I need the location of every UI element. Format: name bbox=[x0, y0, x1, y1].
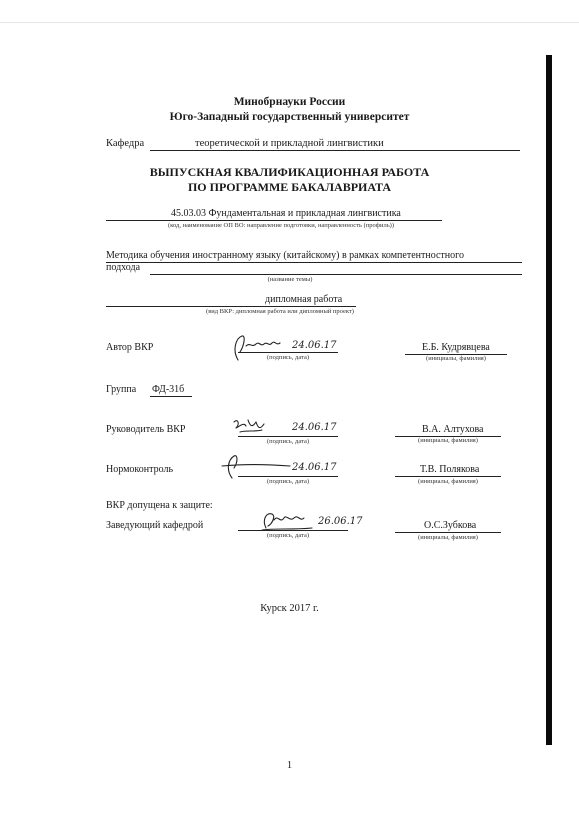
head-label: Заведующий кафедрой bbox=[106, 520, 204, 531]
author-sign-underline bbox=[238, 352, 338, 353]
scan-edge-right bbox=[546, 55, 552, 745]
university-name: Юго-Западный государственный университет bbox=[169, 111, 410, 123]
supervisor-sign-underline bbox=[238, 436, 338, 437]
head-sign-underline bbox=[238, 530, 348, 531]
normcontrol-label: Нормоконтроль bbox=[106, 464, 174, 475]
author-name-caption: (инициалы, фамилия) bbox=[426, 355, 486, 362]
supervisor-label: Руководитель ВКР bbox=[106, 424, 186, 435]
topic-caption: (название темы) bbox=[267, 276, 313, 283]
work-type-underline bbox=[106, 306, 356, 307]
program-underline bbox=[106, 220, 442, 221]
page-number: 1 bbox=[286, 760, 293, 771]
author-sign-caption: (подпись, дата) bbox=[266, 354, 310, 361]
department-value: теоретической и прикладной лингвистики bbox=[195, 138, 384, 149]
supervisor-name: В.А. Алтухова bbox=[422, 424, 484, 435]
supervisor-name-caption: (инициалы, фамилия) bbox=[418, 437, 478, 444]
topic-underline-2 bbox=[150, 274, 522, 275]
head-name-caption: (инициалы, фамилия) bbox=[418, 534, 478, 541]
topic-line2: подхода bbox=[106, 262, 141, 273]
work-title-line2: ПО ПРОГРАММЕ БАКАЛАВРИАТА bbox=[187, 180, 392, 194]
supervisor-sign-caption: (подпись, дата) bbox=[266, 438, 310, 445]
admission-text: ВКР допущена к защите: bbox=[106, 500, 213, 511]
topic-line1: Методика обучения иностранному языку (китайскому) в рамках компетентностного bbox=[106, 250, 464, 261]
head-name-underline bbox=[395, 532, 501, 533]
scan-edge-top bbox=[0, 22, 579, 23]
department-label: Кафедра bbox=[106, 138, 145, 149]
author-date: 24.06.17 bbox=[292, 340, 337, 351]
work-type-value: дипломная работа bbox=[265, 294, 343, 305]
normcontrol-name-caption: (инициалы, фамилия) bbox=[418, 478, 478, 485]
head-name: О.С.Зубкова bbox=[424, 520, 477, 531]
head-sign-caption: (подпись, дата) bbox=[266, 532, 310, 539]
head-date: 26.06.17 bbox=[318, 516, 363, 527]
department-underline bbox=[150, 150, 520, 151]
normcontrol-name-underline bbox=[395, 476, 501, 477]
place-year: Курск 2017 г. bbox=[260, 603, 319, 614]
normcontrol-sign-caption: (подпись, дата) bbox=[266, 478, 310, 485]
group-underline bbox=[150, 396, 192, 397]
program-caption: (код, наименование ОП ВО: направление подготовки, направленность (профиль)) bbox=[168, 222, 394, 229]
supervisor-date: 24.06.17 bbox=[292, 422, 337, 433]
ministry-name: Минобрнауки России bbox=[233, 96, 346, 108]
work-type-caption: (вид ВКР: дипломная работа или дипломный проект) bbox=[206, 308, 354, 315]
author-name: Е.Б. Кудрявцева bbox=[422, 342, 490, 353]
work-title-line1: ВЫПУСКНАЯ КВАЛИФИКАЦИОННАЯ РАБОТА bbox=[149, 165, 430, 179]
topic-underline-1 bbox=[106, 262, 522, 263]
group-label: Группа bbox=[106, 384, 137, 395]
author-label: Автор ВКР bbox=[106, 342, 154, 353]
normcontrol-date: 24.06.17 bbox=[292, 462, 337, 473]
program-value: 45.03.03 Фундаментальная и прикладная лингвистика bbox=[171, 208, 401, 219]
group-value: ФД-31б bbox=[152, 384, 185, 395]
normcontrol-name: Т.В. Полякова bbox=[420, 464, 480, 475]
normcontrol-sign-underline bbox=[238, 476, 338, 477]
